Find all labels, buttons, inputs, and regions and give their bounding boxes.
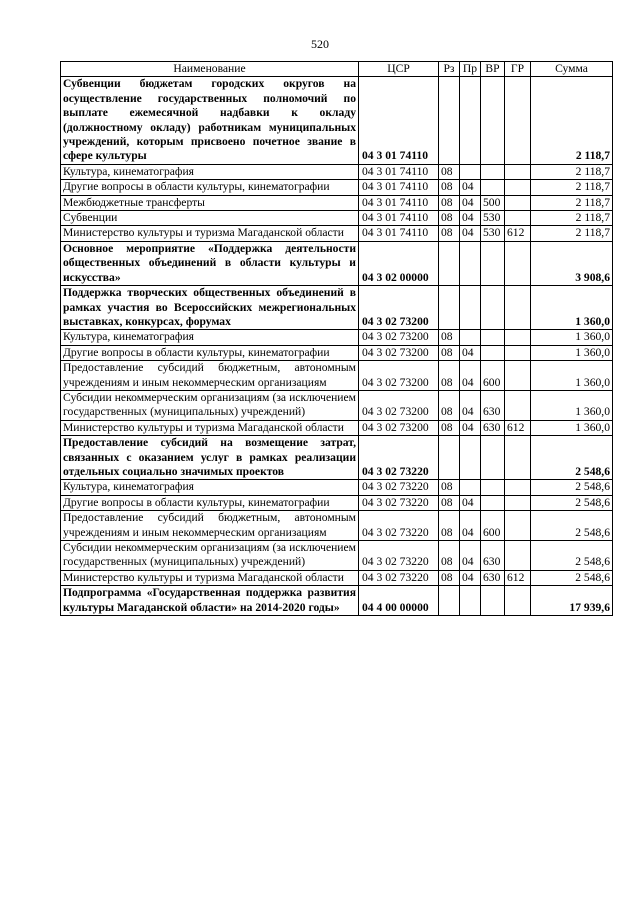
cell-pr: 04: [460, 511, 481, 541]
cell-gr: [505, 541, 531, 571]
cell-rz: 08: [439, 420, 460, 435]
cell-vr: [481, 164, 505, 179]
cell-gr: 612: [505, 570, 531, 585]
cell-rz: 08: [439, 330, 460, 345]
cell-gr: [505, 195, 531, 210]
cell-pr: [460, 286, 481, 330]
cell-rz: [439, 286, 460, 330]
cell-vr: [481, 241, 505, 285]
cell-csr: 04 3 01 74110: [359, 180, 439, 195]
cell-rz: 08: [439, 361, 460, 391]
header-rz: Рз: [439, 62, 460, 77]
cell-name: Культура, кинематография: [61, 164, 359, 179]
cell-gr: [505, 586, 531, 616]
cell-name: Министерство культуры и туризма Магаданской области: [61, 420, 359, 435]
table-row: [61, 390, 613, 420]
cell-vr: [481, 286, 505, 330]
cell-gr: [505, 390, 531, 420]
cell-rz: [439, 586, 460, 616]
header-sum: Сумма: [531, 62, 613, 77]
cell-gr: [505, 241, 531, 285]
cell-sum: 1 360,0: [531, 330, 613, 345]
cell-rz: 08: [439, 570, 460, 585]
cell-sum: 2 118,7: [531, 211, 613, 226]
cell-csr: 04 3 02 73200: [359, 286, 439, 330]
table-row: [61, 195, 613, 210]
cell-sum: 2 548,6: [531, 436, 613, 480]
cell-gr: [505, 480, 531, 495]
cell-csr: 04 3 01 74110: [359, 77, 439, 164]
cell-gr: 612: [505, 420, 531, 435]
cell-pr: 04: [460, 195, 481, 210]
cell-vr: [481, 345, 505, 360]
cell-sum: 2 548,6: [531, 570, 613, 585]
cell-sum: 1 360,0: [531, 361, 613, 391]
cell-sum: 17 939,6: [531, 586, 613, 616]
header-pr: Пр: [460, 62, 481, 77]
cell-csr: 04 3 02 73220: [359, 480, 439, 495]
cell-csr: 04 3 01 74110: [359, 164, 439, 179]
cell-sum: 1 360,0: [531, 345, 613, 360]
cell-name: Основное мероприятие «Поддержка деятельности общественных объединений в области культуры и искусства»: [61, 241, 359, 285]
cell-gr: [505, 164, 531, 179]
cell-pr: 04: [460, 345, 481, 360]
cell-name: Другие вопросы в области культуры, кинематографии: [61, 345, 359, 360]
cell-csr: 04 4 00 00000: [359, 586, 439, 616]
cell-vr: [481, 180, 505, 195]
cell-rz: 08: [439, 226, 460, 241]
cell-name: Предоставление субсидий на возмещение затрат, связанных с оказанием услуг в рамках реализации отдельных социально значимых проектов: [61, 436, 359, 480]
cell-name: Межбюджетные трансферты: [61, 195, 359, 210]
table-row: [61, 211, 613, 226]
cell-vr: 630: [481, 570, 505, 585]
cell-rz: [439, 436, 460, 480]
cell-gr: [505, 511, 531, 541]
cell-csr: 04 3 02 73200: [359, 420, 439, 435]
table-row: [61, 480, 613, 495]
cell-name: Предоставление субсидий бюджетным, автономным учреждениям и иным некоммерческим организациям: [61, 511, 359, 541]
table-row: [61, 541, 613, 571]
table-row: [61, 77, 613, 164]
cell-sum: 1 360,0: [531, 286, 613, 330]
cell-rz: 08: [439, 164, 460, 179]
cell-pr: [460, 164, 481, 179]
cell-vr: 530: [481, 226, 505, 241]
cell-rz: 08: [439, 541, 460, 571]
cell-sum: 2 548,6: [531, 541, 613, 571]
cell-csr: 04 3 02 73200: [359, 345, 439, 360]
table-row: [61, 495, 613, 510]
cell-pr: 04: [460, 211, 481, 226]
cell-gr: [505, 495, 531, 510]
table-row: [61, 420, 613, 435]
cell-pr: 04: [460, 361, 481, 391]
table-row: [61, 436, 613, 480]
cell-csr: 04 3 02 73220: [359, 570, 439, 585]
header-csr: ЦСР: [359, 62, 439, 77]
cell-rz: 08: [439, 495, 460, 510]
cell-sum: 2 118,7: [531, 180, 613, 195]
cell-rz: 08: [439, 211, 460, 226]
cell-rz: [439, 77, 460, 164]
cell-sum: 2 548,6: [531, 495, 613, 510]
cell-pr: 04: [460, 390, 481, 420]
table-row: [61, 241, 613, 285]
cell-sum: 1 360,0: [531, 420, 613, 435]
page-number: 520: [311, 37, 329, 51]
cell-vr: 500: [481, 195, 505, 210]
cell-rz: 08: [439, 345, 460, 360]
cell-vr: 530: [481, 211, 505, 226]
header-gr: ГР: [505, 62, 531, 77]
table-row: [61, 361, 613, 391]
cell-sum: 2 548,6: [531, 511, 613, 541]
cell-name: Другие вопросы в области культуры, кинематографии: [61, 495, 359, 510]
cell-vr: [481, 495, 505, 510]
cell-vr: [481, 436, 505, 480]
cell-csr: 04 3 02 73200: [359, 330, 439, 345]
cell-csr: 04 3 01 74110: [359, 226, 439, 241]
cell-pr: 04: [460, 226, 481, 241]
cell-sum: 1 360,0: [531, 390, 613, 420]
cell-name: Субвенции бюджетам городских округов на осуществление государственных полномочий по выплате ежемесячной надбавки к окладу (должностному окладу) работникам муниципальных учреждений, которым присвоено почетное звание в сфере культуры: [61, 77, 359, 164]
cell-csr: 04 3 02 00000: [359, 241, 439, 285]
cell-gr: [505, 436, 531, 480]
cell-vr: 630: [481, 541, 505, 571]
cell-pr: [460, 77, 481, 164]
table-row: [61, 164, 613, 179]
cell-name: Подпрограмма «Государственная поддержка развития культуры Магаданской области» на 2014-2020 годы»: [61, 586, 359, 616]
table-row: [61, 570, 613, 585]
cell-rz: 08: [439, 390, 460, 420]
cell-pr: [460, 241, 481, 285]
cell-pr: [460, 480, 481, 495]
cell-csr: 04 3 01 74110: [359, 211, 439, 226]
cell-csr: 04 3 01 74110: [359, 195, 439, 210]
header-name: Наименование: [61, 62, 359, 77]
cell-sum: 2 118,7: [531, 77, 613, 164]
cell-name: Министерство культуры и туризма Магаданской области: [61, 570, 359, 585]
cell-sum: 2 548,6: [531, 480, 613, 495]
cell-gr: [505, 77, 531, 164]
cell-csr: 04 3 02 73200: [359, 390, 439, 420]
cell-name: Субсидии некоммерческим организациям (за исключением государственных (муниципальных) учреждений): [61, 390, 359, 420]
cell-vr: 600: [481, 361, 505, 391]
cell-sum: 2 118,7: [531, 195, 613, 210]
table-row: [61, 586, 613, 616]
table-row: [61, 286, 613, 330]
cell-gr: [505, 180, 531, 195]
cell-pr: [460, 436, 481, 480]
cell-sum: 2 118,7: [531, 164, 613, 179]
cell-vr: 600: [481, 511, 505, 541]
cell-gr: 612: [505, 226, 531, 241]
cell-vr: 630: [481, 420, 505, 435]
cell-csr: 04 3 02 73220: [359, 436, 439, 480]
cell-pr: 04: [460, 180, 481, 195]
cell-pr: [460, 586, 481, 616]
cell-rz: 08: [439, 195, 460, 210]
cell-name: Культура, кинематография: [61, 480, 359, 495]
cell-vr: [481, 480, 505, 495]
cell-gr: [505, 330, 531, 345]
cell-rz: 08: [439, 511, 460, 541]
cell-name: Другие вопросы в области культуры, кинематографии: [61, 180, 359, 195]
cell-pr: 04: [460, 495, 481, 510]
cell-name: Предоставление субсидий бюджетным, автономным учреждениям и иным некоммерческим организациям: [61, 361, 359, 391]
cell-name: Субсидии некоммерческим организациям (за исключением государственных (муниципальных) учреждений): [61, 541, 359, 571]
table-row: [61, 345, 613, 360]
cell-rz: 08: [439, 480, 460, 495]
cell-pr: 04: [460, 570, 481, 585]
table-row: [61, 511, 613, 541]
header-vr: ВР: [481, 62, 505, 77]
cell-name: Субвенции: [61, 211, 359, 226]
cell-rz: [439, 241, 460, 285]
header-row: [61, 62, 613, 77]
table-row: [61, 330, 613, 345]
cell-vr: [481, 586, 505, 616]
cell-pr: 04: [460, 420, 481, 435]
table-row: [61, 226, 613, 241]
table-row: [61, 180, 613, 195]
cell-gr: [505, 211, 531, 226]
cell-rz: 08: [439, 180, 460, 195]
cell-csr: 04 3 02 73220: [359, 541, 439, 571]
cell-sum: 2 118,7: [531, 226, 613, 241]
cell-name: Министерство культуры и туризма Магаданской области: [61, 226, 359, 241]
cell-vr: [481, 330, 505, 345]
cell-gr: [505, 361, 531, 391]
cell-vr: 630: [481, 390, 505, 420]
cell-gr: [505, 286, 531, 330]
cell-pr: 04: [460, 541, 481, 571]
cell-name: Культура, кинематография: [61, 330, 359, 345]
cell-name: Поддержка творческих общественных объединений в рамках участия во Всероссийских межрегиональных выставках, конкурсах, форумах: [61, 286, 359, 330]
budget-table: [60, 61, 613, 616]
cell-csr: 04 3 02 73220: [359, 511, 439, 541]
cell-csr: 04 3 02 73220: [359, 495, 439, 510]
cell-sum: 3 908,6: [531, 241, 613, 285]
cell-pr: [460, 330, 481, 345]
cell-gr: [505, 345, 531, 360]
cell-vr: [481, 77, 505, 164]
cell-csr: 04 3 02 73200: [359, 361, 439, 391]
